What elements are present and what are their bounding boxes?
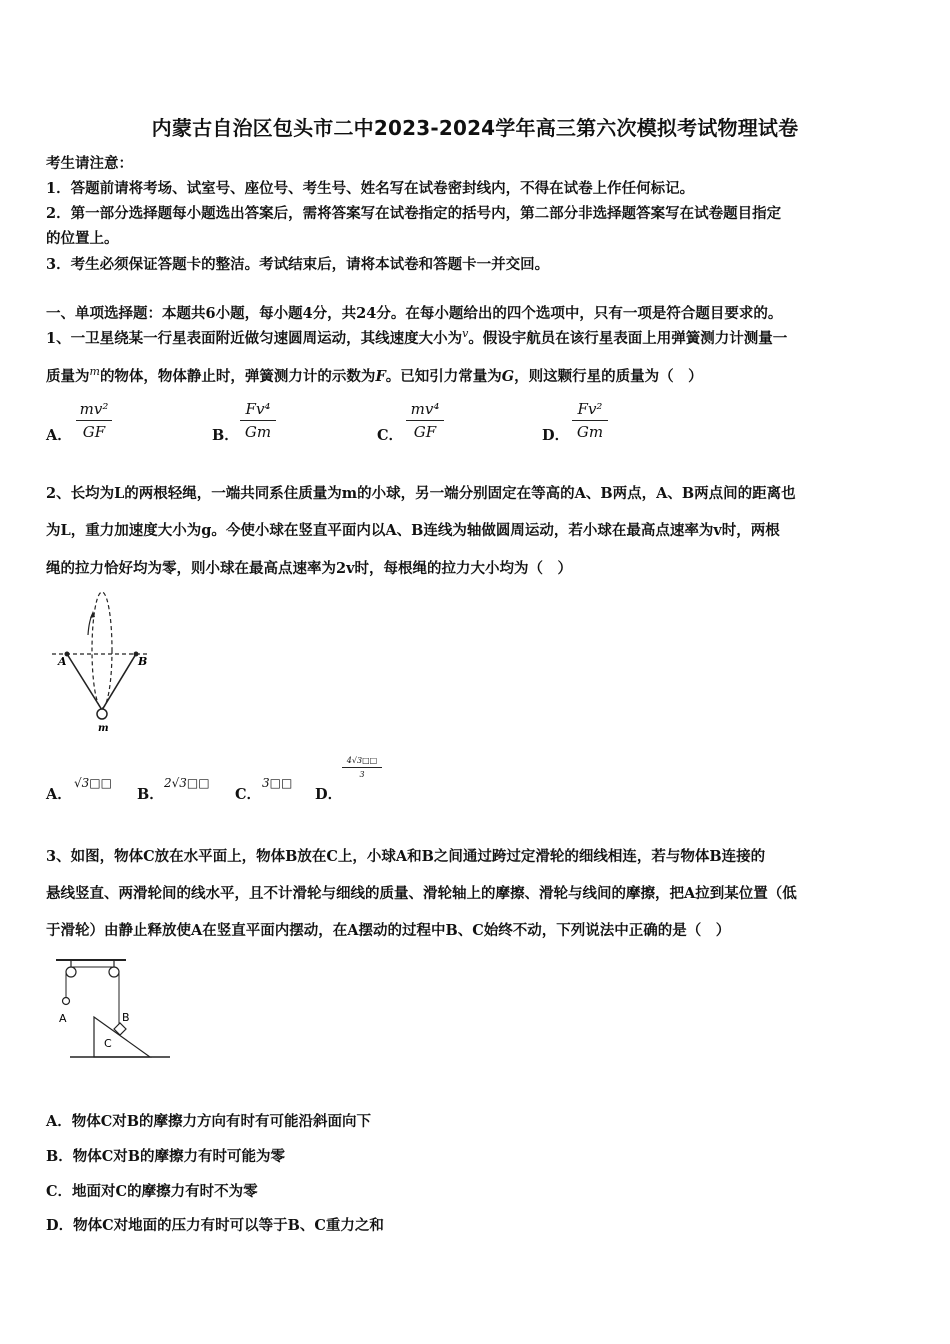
q2-option-a-label: A． [46,786,72,803]
q2-option-d-den: 3 [359,770,365,779]
q2-option-b-expr: 2√3□□ [164,776,210,790]
q1-option-b-label: B． [212,427,239,444]
q1-line-2 [46,365,703,386]
section-heading: 一、单项选择题：本题共6小题，每小题4分，共24分。在每小题给出的四个选项中，只有一项是符合题目要求的。 [46,305,783,322]
notice-heading: 考生请注意： [46,155,133,172]
q2-figure [46,585,166,735]
q2-line-3: 绳的拉力恰好均为零，则小球在最高点速率为2v时，每根绳的拉力大小均为（ ） [46,560,573,577]
q2-option-c-label: C． [235,786,262,803]
q2-option-d-num: 4√3□□ [346,756,378,765]
q1-var-v: v [462,327,469,341]
q3-option-a: A．物体C对B的摩擦力方向有时有可能沿斜面向下 [46,1113,372,1130]
q1-option-b-num: Fv⁴ [245,400,271,418]
circular-path [92,592,112,708]
label-c: C [104,1037,112,1050]
label-b: B [122,1011,130,1024]
rope-a [67,654,102,710]
q2-option-c-expr: 3□□ [262,776,293,790]
q3-option-d: D．物体C对地面的压力有时可以等于B、C重力之和 [46,1217,384,1234]
q2-line-1: 2、长均为L的两根轻绳，一端共同系住质量为m的小球，另一端分别固定在等高的A、B两点，A、B两点间的距离也 [46,485,796,502]
label-a: A [59,1012,67,1025]
q1-var-F: F [375,368,386,385]
label-a: A [58,655,67,668]
q3-line-2: 悬线竖直、两滑轮间的线水平，且不计滑轮与细线的质量、滑轮轴上的摩擦、滑轮与线间的摩擦，把A拉到某位置（低 [46,885,797,902]
q1-option-c-fraction [406,400,444,441]
q1-var-G: G [501,368,515,385]
q1-option-a-fraction [76,400,112,441]
q1-option-b-den: Gm [244,423,272,441]
q3-figure [54,955,174,1065]
ball-m [97,709,107,719]
q1-option-d-label: D． [542,427,570,444]
q1-option-b-fraction [240,400,276,441]
q1-text-a: 1、一卫星绕某一行星表面附近做匀速圆周运动，其线速度大小为 [46,330,463,347]
page-title: 内蒙古自治区包头市二中2023-2024学年高三第六次模拟考试物理试卷 [151,116,799,140]
q1-option-a-num: mv² [79,400,109,418]
q1-option-a-den: GF [82,423,106,441]
q2-option-d-label: D． [315,786,343,803]
q3-line-1: 3、如图，物体C放在水平面上，物体B放在C上，小球A和B之间通过跨过定滑轮的细线相连，若与物体B连接的 [46,848,766,865]
q1-text-c: 质量为 [46,368,90,385]
q1-option-a-label: A． [46,427,72,444]
q1-option-d-den: Gm [576,423,604,441]
notice-item-2-cont: 的位置上。 [46,230,119,247]
q1-text-f: ，则这颗行星的质量为（ ） [514,368,703,385]
pulley-left [66,967,76,977]
q2-option-b-label: B． [137,786,164,803]
q2-option-d-fraction [342,756,382,779]
q1-option-c-den: GF [413,423,437,441]
q2-option-a-expr: √3□□ [74,776,112,790]
q3-option-b: B．物体C对B的摩擦力有时可能为零 [46,1148,286,1165]
notice-item-3: 3．考生必须保证答题卡的整洁。考试结束后，请将本试卷和答题卡一并交回。 [46,256,550,273]
q1-option-c-label: C． [377,427,404,444]
q1-option-d-num: Fv² [577,400,603,418]
label-b: B [138,655,148,668]
q2-line-2: 为L，重力加速度大小为g。今使小球在竖直平面内以A、B连线为轴做圆周运动，若小球在最高点速率为v时，两根 [46,522,780,539]
q1-var-m: m [89,365,100,379]
ball-a [63,998,70,1005]
notice-item-1: 1．答题前请将考场、试室号、座位号、考生号、姓名写在试卷密封线内，不得在试卷上作任何标记。 [46,180,695,197]
q1-option-d-fraction [572,400,608,441]
notice-item-2: 2．第一部分选择题每小题选出答案后，需将答案写在试卷指定的括号内，第二部分非选择题答案写在试卷题目指定 [46,205,782,222]
q1-option-c-num: mv⁴ [410,400,440,418]
q1-text-d: 的物体，物体静止时，弹簧测力计的示数为 [99,368,376,385]
q1-text-e: 。已知引力常量为 [385,368,502,385]
pulley-right [109,967,119,977]
label-m: m [98,723,109,734]
q1-line-1 [46,327,787,348]
q1-text-b: 。假设宇航员在该行星表面上用弹簧测力计测量一 [468,330,788,347]
q3-option-c: C．地面对C的摩擦力有时不为零 [46,1183,258,1200]
rope-b [102,654,136,710]
q3-line-3: 于滑轮）由静止释放使A在竖直平面内摆动，在A摆动的过程中B、C始终不动，下列说法中正确的是（ ） [46,922,731,939]
